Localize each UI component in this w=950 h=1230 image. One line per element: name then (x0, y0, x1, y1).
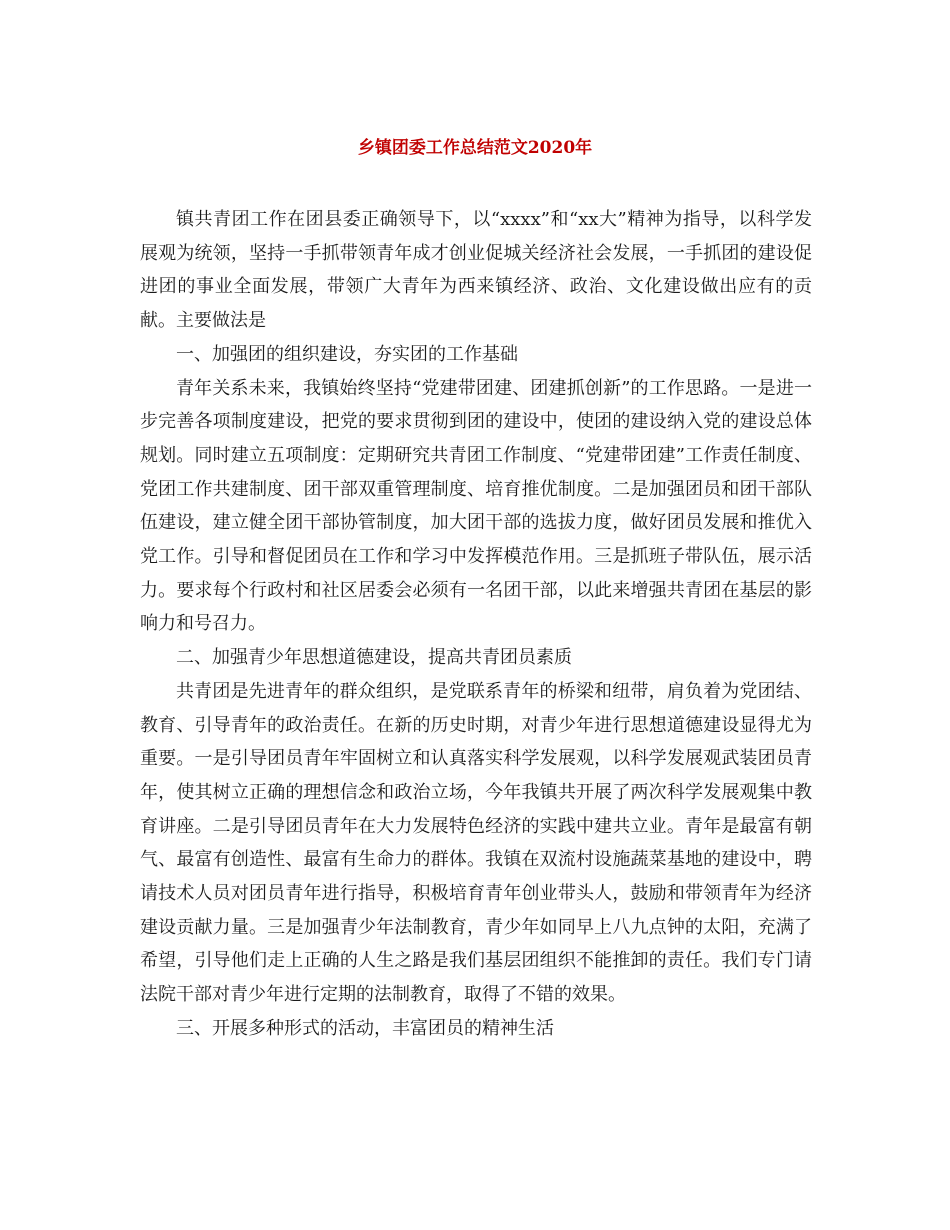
section-2-paragraph: 共青团是先进青年的群众组织，是党联系青年的桥梁和纽带，肩负着为党团结、教育、引导青年的政治责任。在新的历史时期，对青少年进行思想道德建设显得尤为重要。一是引导团员青年牢固树立和认真落实科学发展观，以科学发展观武装团员青年，使其树立正确的理想信念和政治立场，今年我镇共开展了两次科学发展观集中教育讲座。二是引导团员青年在大力发展特色经济的实践中建共立业。青年是最富有朝气、最富有创造性、最富有生命力的群体。我镇在双流村设施蔬菜基地的建设中，聘请技术人员对团员青年进行指导，积极培育青年创业带头人，鼓励和带领青年为经济建设贡献力量。三是加强青少年法制教育，青少年如同早上八九点钟的太阳，充满了希望，引导他们走上正确的人生之路是我们基层团组织不能推卸的责任。我们专门请法院干部对青少年进行定期的法制教育，取得了不错的效果。 (140, 680, 812, 1006)
section-heading-2: 二、加强青少年思想道德建设，提高共青团员素质 (176, 647, 572, 669)
document-body (140, 203, 812, 1046)
section-1-paragraph: 青年关系未来，我镇始终坚持“党建带团建、团建抓创新”的工作思路。一是进一步完善各项制度建设，把党的要求贯彻到团的建设中，使团的建设纳入党的建设总体规划。同时建立五项制度：定期研究共青团工作制度、“党建带团建”工作责任制度、党团工作共建制度、团干部双重管理制度、培育推优制度。二是加强团员和团干部队伍建设，建立健全团干部协管制度，加大团干部的选拔力度，做好团员发展和推优入党工作。引导和督促团员在工作和学习中发挥模范作用。三是抓班子带队伍，展示活力。要求每个行政村和社区居委会必须有一名团干部，以此来增强共青团在基层的影响力和号召力。 (140, 377, 812, 635)
intro-paragraph: 镇共青团工作在团县委正确领导下，以“xxxx”和“xx大”精神为指导，以科学发展观为统领，坚持一手抓带领青年成才创业促城关经济社会发展，一手抓团的建设促进团的事业全面发展，带领广大青年为西来镇经济、政治、文化建设做出应有的贡献。主要做法是 (140, 209, 812, 332)
document-title: 乡镇团委工作总结范文2020年 (357, 138, 593, 158)
section-heading-1: 一、加强团的组织建设，夯实团的工作基础 (176, 343, 518, 365)
section-heading-3: 三、开展多种形式的活动，丰富团员的精神生活 (176, 1017, 554, 1039)
